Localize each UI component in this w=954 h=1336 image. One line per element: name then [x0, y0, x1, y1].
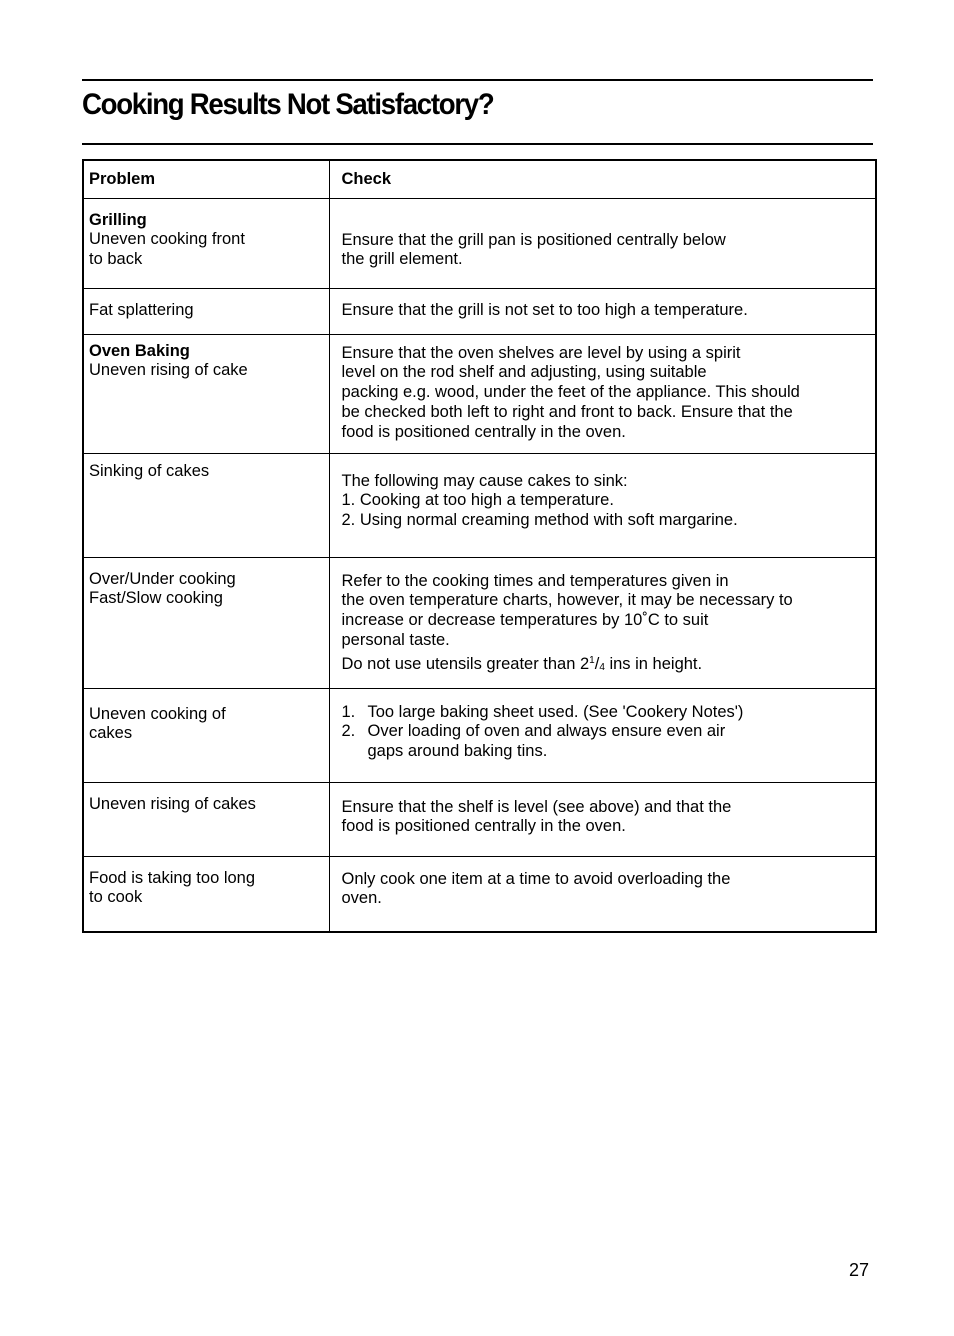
problem-text: Uneven rising of cakes — [89, 794, 256, 813]
check-cell — [329, 856, 876, 932]
problem-cell — [83, 288, 329, 334]
table-row — [83, 688, 876, 782]
list-item-number: 1. — [341, 702, 356, 721]
table-row — [83, 856, 876, 932]
check-text: Ensure that the grill is not set to too high a temperature. — [341, 300, 748, 319]
check-cell — [329, 688, 876, 782]
troubleshooting-table — [82, 159, 877, 933]
check-text: packing e.g. wood, under the feet of the appliance. This should — [341, 383, 800, 402]
check-text: oven. — [341, 889, 382, 908]
check-column-header: Check — [329, 160, 876, 198]
page-title: Cooking Results Not Satisfactory? — [82, 88, 494, 121]
numbered-list — [342, 703, 870, 762]
problem-text: cakes — [89, 724, 133, 743]
check-text: Ensure that the grill pan is positioned centrally below — [341, 230, 726, 249]
check-cell — [329, 453, 876, 557]
problem-cell — [83, 198, 329, 288]
check-cell — [329, 782, 876, 856]
table-header-row — [83, 160, 876, 198]
table-row — [83, 334, 876, 453]
problem-text: Over/Under cooking — [89, 569, 236, 588]
problem-text: Uneven rising of cake — [89, 361, 248, 380]
problem-category: Oven Baking — [89, 341, 190, 360]
list-item — [341, 702, 870, 723]
problem-text: Fast/Slow cooking — [89, 589, 223, 608]
check-text: the grill element. — [341, 250, 463, 269]
table-row — [83, 453, 876, 557]
list-item-text: gaps around baking tins. — [367, 742, 548, 761]
check-text: Ensure that the oven shelves are level by using a spirit — [341, 343, 741, 362]
check-text: The following may cause cakes to sink: — [341, 471, 628, 490]
utensils-suffix: ins in height. — [604, 654, 703, 673]
check-text: be checked both left to right and front to back. Ensure that the — [341, 402, 793, 421]
problem-cell — [83, 856, 329, 932]
top-rule — [82, 79, 873, 81]
check-text: Ensure that the shelf is level (see above) and that the — [341, 797, 732, 816]
problem-cell — [83, 782, 329, 856]
problem-cell — [83, 453, 329, 557]
fraction-slash: / — [594, 654, 600, 673]
check-cell — [329, 557, 876, 688]
fraction-numerator: 1 — [589, 654, 595, 666]
list-item-text: Over loading of oven and always ensure even air — [367, 722, 726, 741]
check-text-utensils — [342, 651, 870, 678]
problem-cell — [83, 557, 329, 688]
problem-text: Uneven cooking of — [89, 704, 226, 723]
list-item-text: Too large baking sheet used. (See 'Cookery Notes') — [367, 702, 744, 721]
list-item-number: 2. — [341, 722, 356, 741]
check-cell — [329, 334, 876, 453]
page-number: 27 — [849, 1260, 870, 1280]
check-text: level on the rod shelf and adjusting, using suitable — [341, 363, 707, 382]
check-cell — [329, 288, 876, 334]
check-text: Only cook one item at a time to avoid overloading the — [341, 869, 731, 888]
problem-cell — [83, 688, 329, 782]
problem-category: Grilling — [89, 210, 147, 229]
check-text: food is positioned centrally in the oven. — [341, 817, 626, 836]
problem-text: Uneven cooking front — [89, 230, 245, 249]
check-text: 2. Using normal creaming method with soft margarine. — [341, 511, 738, 530]
check-text: increase or decrease temperatures by 10˚C to suit — [341, 611, 709, 630]
problem-text: to cook — [89, 888, 143, 907]
problem-cell — [83, 334, 329, 453]
table-row — [83, 198, 876, 288]
utensils-prefix: Do not use utensils greater than 2 — [341, 654, 590, 673]
check-text: food is positioned centrally in the oven. — [341, 422, 626, 441]
table-row — [83, 557, 876, 688]
table-row — [83, 288, 876, 334]
check-text: personal taste. — [341, 630, 450, 649]
table-row — [83, 782, 876, 856]
problem-text: Sinking of cakes — [89, 461, 210, 480]
title-bottom-rule — [82, 143, 873, 145]
problem-text: Fat splattering — [89, 300, 194, 319]
problem-column-header: Problem — [83, 160, 329, 198]
check-text: the oven temperature charts, however, it may be necessary to — [341, 591, 793, 610]
list-item — [341, 722, 870, 762]
problem-text: Food is taking too long — [89, 868, 256, 887]
check-text: 1. Cooking at too high a temperature. — [341, 491, 614, 510]
fraction-denominator: 4 — [599, 661, 605, 673]
check-text: Refer to the cooking times and temperatures given in — [341, 571, 729, 590]
check-cell — [329, 198, 876, 288]
problem-text: to back — [89, 250, 143, 269]
